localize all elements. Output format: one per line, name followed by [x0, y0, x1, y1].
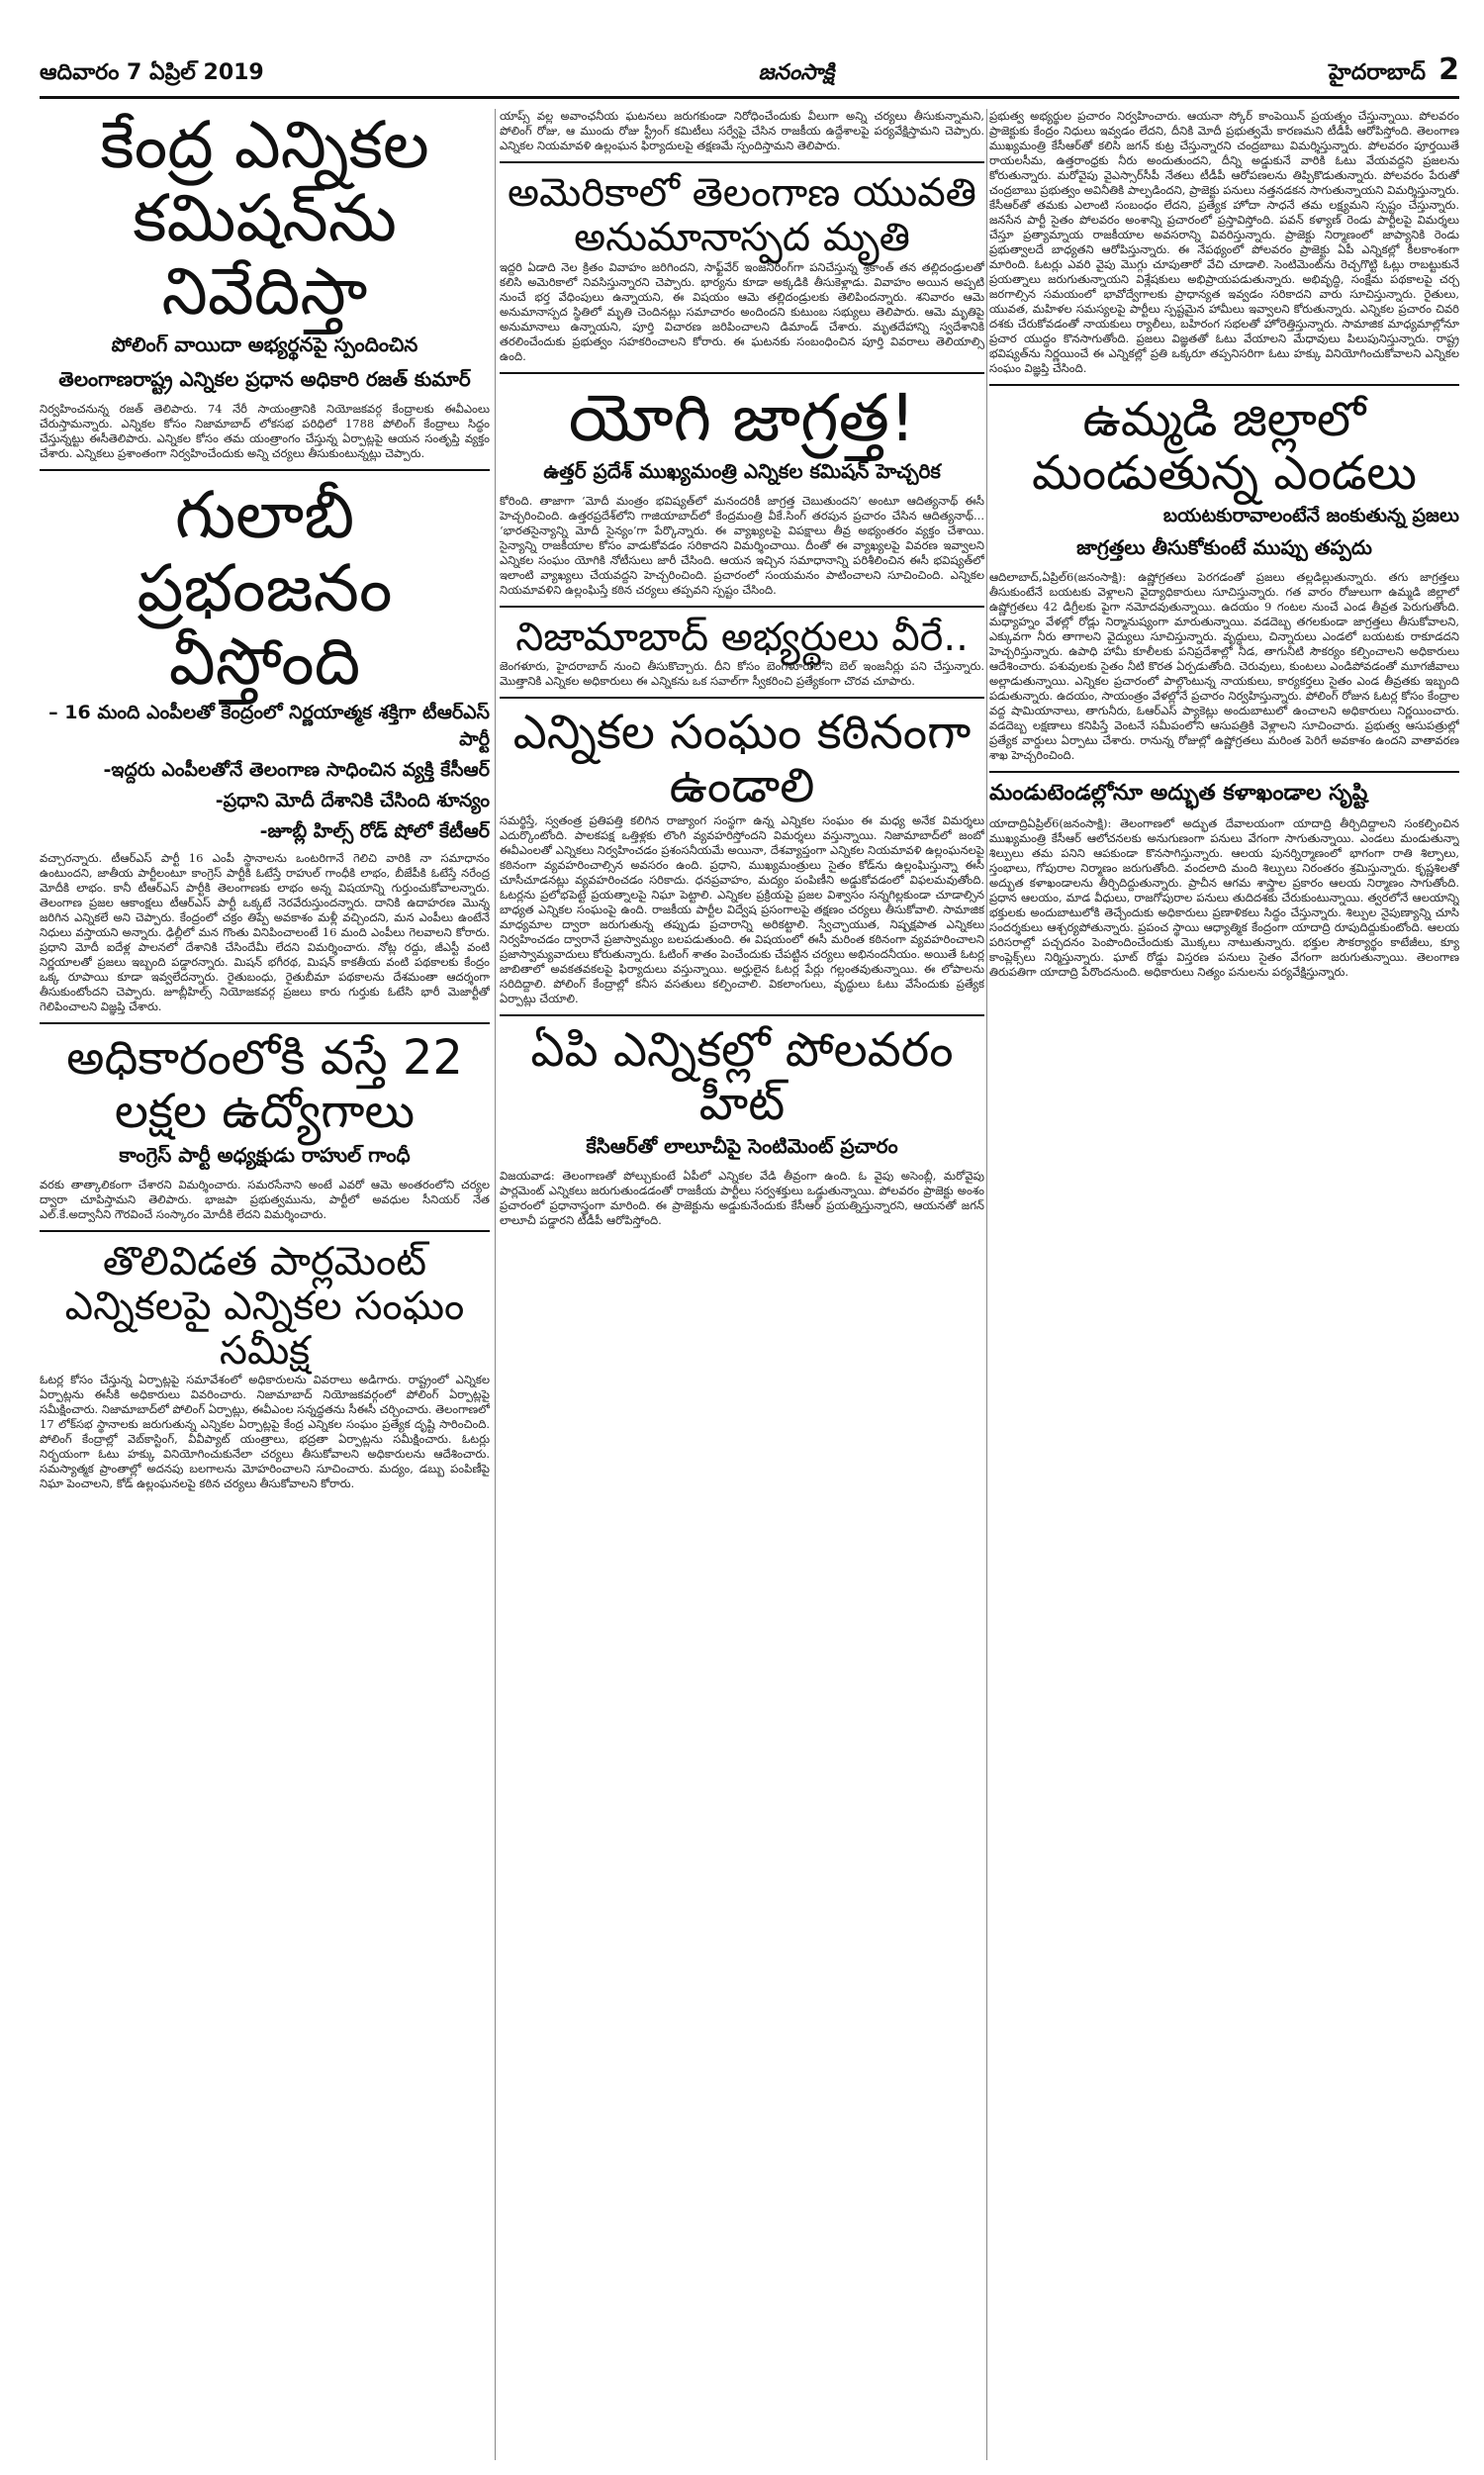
column-middle — [500, 109, 984, 2464]
article-body: కోరింది. తాజాగా ‘మోదీ మంత్రం భవిష్యత్‌లో మనందరికీ జాగ్రత్త చెబుతుందని’ అంటూ ఆదిత్యనాథ్‌ ఈసీ హెచ్చరించింది. ఉత్తరప్రదేశ్‌లోని గాజియాబాద్‌లో కేంద్రమంత్రి వీకే.సింగ్‌ తరపున ప్రచారం చేసిన ఆదిత్యనాథ్‌... ‘భారతసైన్యాన్ని మోదీ సైన్యం’గా పేర్కొన్నారు. ఈ వ్యాఖ్యలపై విపక్షాలు తీవ్ర అభ్యంతరం వ్యక్తం చేశాయి. సైన్యాన్ని రాజకీయాల కోసం వాడుకోవడం సరికాదని విమర్శించాయి. దీంతో ఈ వ్యాఖ్యలపై వివరణ ఇవ్వాలని ఎన్నికల సంఘం యోగికి నోటీసులు జారీ చేసింది. ఆయన ఇచ్చిన సమాధానాన్ని పరిశీలించిన ఈసీ భవిష్యత్‌లో ఇలాంటి వ్యాఖ్యలు చేయవద్దని హెచ్చరించింది. ప్రచారంలో సంయమనం పాటించాలని సూచించింది. ఎన్నికల నియమావళిని ఉల్లంఘిస్తే కఠిన చర్యలు తప్పవని స్పష్టం చేసింది. — [500, 493, 984, 597]
headline: గులాబీ ప్రభంజనం వీస్తోంది — [137, 476, 393, 700]
article-body: ఓటర్ల కోసం చేస్తున్న ఏర్పాట్లపై సమావేశంలో అధికారులను వివరాలు అడిగారు. రాష్ట్రంలో ఎన్నికల ఏర్పాట్లను ఈసీకి అధికారులు వివరించారు. నిజామాబాద్‌ నియోజకవర్గంలో పోలింగ్‌ ఏర్పాట్లపై సమీక్షించారు. నిజామాబాద్‌లో పోలింగ్‌ ఏర్పాట్లు, ఈవీఎంల సన్నద్ధతను సీఈసీ చర్చించారు. తెలంగాణలో 17 లోక్‌సభ స్థానాలకు జరుగుతున్న ఎన్నికల ఏర్పాట్లపై కేంద్ర ఎన్నికల సంఘం ప్రత్యేక దృష్టి సారించింది. పోలింగ్‌ కేంద్రాల్లో వెబ్‌కాస్టింగ్‌, వీవీప్యాట్‌ యంత్రాలు, భద్రతా ఏర్పాట్లను సమీక్షించారు. ఓటర్లు నిర్భయంగా ఓటు హక్కు వినియోగించుకునేలా చర్యలు తీసుకోవాలని అధికారులను ఆదేశించారు. సమస్యాత్మక ప్రాంతాల్లో అదనపు బలగాలను మోహరించాలని సూచించారు. మద్యం, డబ్బు పంపిణీపై నిఘా పెంచాలని, కోడ్‌ ఉల్లంఘనలపై కఠిన చర్యలు తీసుకోవాలని కోరారు. — [40, 1373, 490, 1491]
divider — [500, 161, 984, 163]
article-yadadri — [989, 781, 1459, 980]
article-body: యాప్స్‌ వల్ల అవాంఛనీయ ఘటనలు జరుగకుండా నిరోధించేందుకు వీలుగా అన్ని చర్యలు తీసుకున్నామని, పోలింగ్‌ రోజు, ఆ ముందు రోజు స్ట్రీంగ్‌ కమిటీలు సర్వేపై చేసిన రాజకీయ ఉద్దేశాలపై పర్యవేక్షిస్తామని చెప్పారు. ఎన్నికల నియమావళి ఉల్లంఘన ఫిర్యాదులపై తక్షణమే స్పందిస్తామని తెలిపారు. — [500, 109, 984, 152]
article-ec-report — [40, 109, 490, 461]
article-body: వచ్చారన్నారు. టీఆర్‌ఎస్‌ పార్టీ 16 ఎంపీ స్థానాలను ఒంటరిగానే గెలిచి వారికి నా సమాధానం ఉంటుందని, జాతీయ పార్టీలంటూ కాంగ్రెస్‌ పార్టీకి ఓటేస్తే రాహుల్‌ గాంధీకి లాభం, బీజేపీకి ఓటేస్తే నరేంద్ర మోదీకి లాభం. కానీ టీఆర్‌ఎస్‌ పార్టీకి తెలంగాణకు లాభం అన్న విషయాన్ని గుర్తుంచుకోవాలన్నారు. తెలంగాణ ప్రజల ఆకాంక్షలు టీఆర్‌ఎస్‌ పార్టీ ఒక్కటే నెరవేరుస్తుందన్నారు. దానికి ఉదాహరణ మొన్న జరిగిన ఎన్నికలే అని చెప్పారు. కేంద్రంలో చక్రం తిప్పే అవకాశం మళ్లీ వచ్చిందని, మన ఎంపీలు ఉంటేనే నిధులు వస్తాయని అన్నారు. ఢిల్లీలో మన గొంతు వినిపించాలంటే 16 మంది ఎంపీలు గెలవాలని కోరారు. ప్రధాని మోదీ ఐదేళ్ల పాలనలో దేశానికి చేసిందేమీ లేదని విమర్శించారు. నోట్ల రద్దు, జీఎస్టీ వంటి నిర్ణయాలతో ప్రజలు ఇబ్బంది పడ్డారన్నారు. మిషన్‌ భగీరథ, మిషన్‌ కాకతీయ వంటి పథకాలకు కేంద్రం ఒక్క రూపాయి కూడా ఇవ్వలేదన్నారు. రైతుబంధు, రైతుబీమా పథకాలను దేశమంతా ఆదర్శంగా తీసుకుంటోందని చెప్పారు. జూబ్లీహిల్స్‌ నియోజకవర్గ ప్రజలు కారు గుర్తుకు ఓటేసి భారీ మెజార్టీతో గెలిపించాలని విజ్ఞప్తి చేశారు. — [40, 851, 490, 1014]
headline: అధికారంలోకి వస్తే 22 లక్షల ఉద్యోగాలు — [66, 1030, 463, 1140]
article-heat — [989, 394, 1459, 763]
article-body: ఇద్దరి ఏడాది నెల క్రితం వివాహం జరిగిందని, సాఫ్ట్‌వేర్‌ ఇంజనీరింగ్‌గా పనిచేస్తున్న శ్రీకాంత్‌ తన తల్లిదండ్రులతో కలిసి అమెరికాలో నివసిస్తున్నారని చెప్పారు. భార్యను కూడా అక్కడికి తీసుకెళ్లాడు. వివాహం అయిన అప్పటి నుంచే భర్త వేధింపులు ఉన్నాయని, ఈ విషయం ఆమె తల్లిదండ్రులకు తెలిపిందన్నారు. శనివారం ఆమె అనుమానాస్పద స్థితిలో మృతి చెందినట్లు సమాచారం అందిందని కుటుంబ సభ్యులు తెలిపారు. ఆమె మృతిపై అనుమానాలు ఉన్నాయని, పూర్తి విచారణ జరిపించాలని డిమాండ్‌ చేశారు. మృతదేహాన్ని స్వదేశానికి తరలించేందుకు ప్రభుత్వం సహకరించాలని కోరారు. ఈ ఘటనకు సంబంధించిన పూర్తి వివరాలు తెలియాల్సి ఉంది. — [500, 259, 984, 363]
article-body: విజయవాడ: తెలంగాణతో పోల్చుకుంటే ఏపీలో ఎన్నికల వేడి తీవ్రంగా ఉంది. ఓ వైపు అసెంబ్లీ, మరోవైపు పార్లమెంట్‌ ఎన్నికలు జరుగుతుండడంతో రాజకీయ పార్టీలు సర్వశక్తులు ఒడ్డుతున్నాయి. పోలవరం ప్రాజెక్టు అంశం ప్రచారంలో ప్రధానాస్త్రంగా మారింది. ఈ ప్రాజెక్టును అడ్డుకునేందుకు కేసీఆర్‌ ప్రయత్నిస్తున్నారని, ఆయనతో జగన్‌ లాలూచీ పడ్డారని టీడీపీ ఆరోపిస్తోంది. — [500, 1169, 984, 1228]
subheadline: -ఇద్దరు ఎంపీలతోనే తెలంగాణ సాధించిన వ్యక్తి కేసీఆర్‌ — [103, 759, 490, 782]
article-ec-review — [40, 1240, 490, 1491]
page-number: 2 — [1438, 52, 1459, 87]
article-body: నిర్వహించనున్న రజత్‌ తెలిపారు. 74 నేరీ సాయంత్రానికి నియోజకవర్గ కేంద్రాలకు ఈవీఎంలు చేరుస్తామన్నారు. ఎన్నికల కోసం నిజామాబాద్‌ లోకసభ పరిధిలో 1788 పోలింగ్‌ కేంద్రాలు సిద్ధం చేస్తున్నట్టు ఈసీతెలిపారు. ఎన్నికల కోసం తమ యంత్రాంగం చేస్తున్న ఏర్పాట్లపై ఆయన సంతృప్తి వ్యక్తం చేశారు. ఎన్నికలు ప్రశాంతంగా నిర్వహించేందుకు అన్ని చర్యలు తీసుకుంటున్నట్లు చెప్పారు. — [40, 401, 490, 460]
column-divider — [495, 109, 496, 2460]
headline: ఏపి ఎన్నికల్లో పోలవరం హీట్‌ — [530, 1021, 954, 1131]
header-date: ఆదివారం 7 ఏప్రిల్ 2019 — [40, 60, 264, 85]
article-yogi — [500, 379, 984, 598]
article-body: ఆదిలాబాద్‌,ఏప్రిల్‌6(జ‌నంసాక్షి): ఉష్ణోగ్రతలు పెరగడంతో ప్రజలు తల్లడిల్లుతున్నారు. తగు జాగ్రత్తలు తీసుకుంటేనే బయటకు వెళ్లాలని వైద్యాధికారులు సూచిస్తున్నారు. గత వారం రోజులుగా ఉమ్మడి జిల్లాలో ఉష్ణోగ్రతలు 42 డిగ్రీలకు పైగా నమోదవుతున్నాయి. ఉదయం 9 గంటల నుంచే ఎండ తీవ్రత పెరుగుతోంది. మధ్యాహ్నం వేళల్లో రోడ్లు నిర్మానుష్యంగా మారుతున్నాయి. వడదెబ్బ తగలకుండా జాగ్రత్తలు తీసుకోవాలని, ఎక్కువగా నీరు తాగాలని వైద్యులు సూచిస్తున్నారు. వృద్ధులు, చిన్నారులు ఎండలో బయటకు రాకూడదని హెచ్చరిస్తున్నారు. ఉపాధి హామీ కూలీలకు పనిప్రదేశాల్లో నీడ, తాగునీటి సౌకర్యం కల్పించాలని అధికారులు ఆదేశించారు. పశువులకు సైతం నీటి కొరత ఏర్పడుతోంది. చెరువులు, కుంటలు ఎండిపోవడంతో మూగజీవాలు అల్లాడుతున్నాయి. ఎన్నికల ప్రచారంలో పాల్గొంటున్న నాయకులు, కార్యకర్తలు సైతం ఎండ తీవ్రతకు ఇబ్బంది పడుతున్నారు. ఉదయం, సాయంత్రం వేళల్లోనే ప్రచారం నిర్వహిస్తున్నారు. పోలింగ్‌ రోజున ఓటర్ల కోసం కేంద్రాల వద్ద షామియానాలు, తాగునీరు, ఓఆర్‌ఎస్‌ ప్యాకెట్లు అందుబాటులో ఉంచాలని అధికారులు నిర్ణయించారు. వడదెబ్బ లక్షణాలు కనిపిస్తే వెంటనే సమీపంలోని ఆసుపత్రికి వెళ్లాలని సూచించారు. ప్రభుత్వ ఆసుపత్రుల్లో ప్రత్యేక వార్డులు ఏర్పాటు చేశారు. రానున్న రోజుల్లో ఉష్ణోగ్రతలు మరింత పెరిగే అవకాశం ఉందని వాతావరణ శాఖ హెచ్చరించింది. — [989, 569, 1459, 762]
subheadline: తెలంగాణరాష్ట్ర ఎన్నికల ప్రధాన అధికారి రజత్‌ కుమార్‌ — [58, 366, 471, 391]
subheadline: కాంగ్రెస్‌ పార్టీ అధ్యక్షుడు రాహుల్‌ గాంధీ — [119, 1142, 411, 1167]
subheadline: జాగ్రత్తలు తీసుకోకుంటే ముప్పు తప్పదు — [1076, 534, 1372, 559]
divider — [500, 372, 984, 374]
article-polavaram — [500, 1021, 984, 1229]
column-right — [989, 109, 1459, 2464]
divider — [40, 1230, 490, 1232]
headline: ఉమ్మడి జిల్లాలో మండుతున్న ఎండలు — [1031, 392, 1418, 501]
divider — [500, 1014, 984, 1016]
subheadline: ఉత్తర్‌ ప్రదేశ్‌ ముఖ్యమంత్రి ఎన్నికల కమిషన్‌ హెచ్చరిక — [543, 458, 941, 483]
article-jobs — [40, 1032, 490, 1222]
article-ec-strict — [500, 707, 984, 1006]
headline: కేంద్ర ఎన్నికల కమిషన్‌ను నివేదిస్తా — [100, 109, 429, 330]
subheadline: కేసిఆర్‌తో లాలూచీపై సెంటిమెంట్‌ ప్రచారం — [586, 1134, 898, 1159]
masthead-logo: జనంసాక్షి — [758, 60, 835, 85]
header-right — [1329, 52, 1459, 90]
headline: అమెరికాలో తెలంగాణ యువతి అనుమానాస్పద మృతి — [508, 170, 976, 260]
headline: ఎన్నికల సంఘం కఠినంగా ఉండాలి — [512, 705, 972, 814]
article-body: సమర్థిస్తే, స్వతంత్ర ప్రతిపత్తి కలిగిన రాజ్యాంగ సంస్థగా ఉన్న ఎన్నికల సంఘం ఈ మధ్య అనేక విమర్శలు ఎదుర్కొంటోంది. పాలకపక్ష ఒత్తిళ్లకు లొంగి వ్యవహరిస్తోందని విమర్శలు వస్తున్నాయి. నిజామాబాద్‌లో జంబో ఈవీఎంలతో ఎన్నికలు నిర్వహించడం ప్రశంసనీయమే అయినా, దేశవ్యాప్తంగా ఎన్నికల నియమావళి ఉల్లంఘనలపై కఠినంగా వ్యవహరించాల్సిన అవసరం ఉంది. ప్రధాని, ముఖ్యమంత్రులు సైతం కోడ్‌ను ఉల్లంఘిస్తున్నా ఈసీ చూసీచూడనట్లు వ్యవహరించడం సరికాదు. ధనప్రవాహం, మద్యం పంపిణీని అడ్డుకోవడంలో విఫలమవుతోంది. ఓటర్లను ప్రలోభపెట్టే ప్రయత్నాలపై నిఘా పెట్టాలి. ఎన్నికల ప్రక్రియపై ప్రజల విశ్వాసం సన్నగిల్లకుండా చూడాల్సిన బాధ్యత ఎన్నికల సంఘంపై ఉంది. రాజకీయ పార్టీల విద్వేష ప్రసంగాలపై తక్షణం చర్యలు తీసుకోవాలి. సామాజిక మాధ్యమాల ద్వారా జరుగుతున్న తప్పుడు ప్రచారాన్ని అరికట్టాలి. స్వేచ్ఛాయుత, నిష్పక్షపాత ఎన్నికలు నిర్వహించడం ద్వారానే ప్రజాస్వామ్యం బలపడుతుంది. ఈ విషయంలో ఈసీ మరింత కఠినంగా వ్యవహరించాలని ప్రజాస్వామ్యవాదులు కోరుతున్నారు. ఓటింగ్‌ శాతం పెంచేందుకు చేపట్టిన చర్యలు అభినందనీయం. అయితే ఓటర్ల జాబితాలో అవకతవకలపై ఫిర్యాదులు వస్తున్నాయి. అర్హులైన ఓటర్ల పేర్లు గల్లంతవుతున్నాయి. ఈ లోపాలను సరిదిద్దాలి. పోలింగ్‌ కేంద్రాల్లో కనీస వసతులు కల్పించాలి. వికలాంగులు, వృద్ధులు ఓటు వేసేందుకు ప్రత్యేక ఏర్పాట్లు చేయాలి. — [500, 812, 984, 1005]
headline: తొలివిడత పార్లమెంట్‌ ఎన్నికలపై ఎన్నికల సంఘం సమీక్ష — [64, 1238, 465, 1374]
headline: యోగి జాగ్రత్త! — [568, 379, 916, 456]
subheadline: -ప్రధాని మోదీ దేశానికి చేసింది శూన్యం — [215, 790, 490, 812]
article-body: యాదాద్రిఏప్రిల్‌6(జ‌నంసాక్షి): తెలంగాణలో అద్భుత దేవాలయంగా యాదాద్రి తీర్చిదిద్దాలని సంకల్పించిన ముఖ్యమంత్రి కేసీఆర్‌ ఆలోచనలకు అనుగుణంగా పనులు వేగంగా సాగుతున్నాయి. ఎండలు మండుతున్నా శిల్పులు తమ పనిని ఆపకుండా కొనసాగిస్తున్నారు. ఆలయ పునర్నిర్మాణంలో భాగంగా రాతి శిల్పాలు, స్తంభాలు, గోపురాల నిర్మాణం జరుగుతోంది. వందలాది మంది శిల్పులు నిరంతరం శ్రమిస్తున్నారు. కృష్ణశిలతో అద్భుత కళాఖండాలను తీర్చిదిద్దుతున్నారు. ప్రాచీన ఆగమ శాస్త్రాల ప్రకారం ఆలయ నిర్మాణం సాగుతోంది. ప్రధాన ఆలయం, మాడ వీధులు, రాజగోపురాల పనులు తుదిదశకు చేరుకుంటున్నాయి. త్వరలోనే ఆలయాన్ని భక్తులకు అందుబాటులోకి తెచ్చేందుకు అధికారులు ప్రణాళికలు సిద్ధం చేస్తున్నారు. శిల్పుల నైపుణ్యాన్ని చూసి సందర్శకులు ఆశ్చర్యపోతున్నారు. ప్రపంచ స్థాయి ఆధ్యాత్మిక కేంద్రంగా యాదాద్రి రూపుదిద్దుకుంటోంది. ఆలయ పరిసరాల్లో పచ్చదనం పెంపొందించేందుకు మొక్కలు నాటుతున్నారు. భక్తుల సౌకర్యార్థం కాటేజీలు, క్యూ కాంప్లెక్స్‌లు నిర్మిస్తున్నారు. ఘాట్‌ రోడ్డు విస్తరణ పనులు సైతం వేగంగా జరుగుతున్నాయి. తెలంగాణ తిరుపతిగా యాదాద్రి పేరొందనుంది. అధికారులు నిత్యం పనులను పర్యవేక్షిస్తున్నారు. — [989, 815, 1459, 979]
divider — [40, 1022, 490, 1024]
header-city: హైదరాబాద్ — [1329, 60, 1427, 85]
divider — [40, 469, 490, 471]
article-body: జెంగళూరు, హైదరాబాద్‌ నుంచి తీసుకొచ్చారు. దీని కోసం బెంగళూరులోని బెల్‌ ఇంజనీర్లు పని చేస్తున్నారు. మొత్తానికి ఎన్నికల అధికారులు ఈ ఎన్నికను ఒక సవాల్‌గా స్వీకరించి ప్రత్యేకంగా చొరవ చూపారు. — [500, 659, 984, 689]
divider — [989, 771, 1459, 773]
article-pink-wave — [40, 476, 490, 1015]
divider — [989, 384, 1459, 386]
article-body: ప్రభుత్వ అభ్యర్థుల ప్రచారం నిర్వహించారు. ఆయనా స్కోర్‌ కాంపెయిన్‌ ప్రయత్నం చేస్తున్నాయి. పోలవరం ప్రాజెక్టుకు కేంద్రం నిధులు ఇవ్వడం లేదని, దీనికి మోదీ ప్రభుత్వమే కారణమని టీడీపీ ఆరోపిస్తోంది. తెలంగాణ ముఖ్యమంత్రి కేసీఆర్‌తో కలిసి జగన్‌ కుట్ర చేస్తున్నారని చంద్రబాబు విమర్శిస్తున్నారు. పోలవరం పూర్తయితే రాయలసీమ, ఉత్తరాంధ్రకు నీరు అందుతుందని, దీన్ని అడ్డుకునే వారికి ఓటు వేయవద్దని ప్రజలను కోరుతున్నారు. మరోవైపు వైఎస్సార్‌సీపీ నేతలు టీడీపీ ఆరోపణలను తిప్పికొడుతున్నారు. పోలవరం పేరుతో చంద్రబాబు ప్రభుత్వం అవినీతికి పాల్పడిందని, ప్రాజెక్టు పనులు నత్తనడకన సాగుతున్నాయని విమర్శిస్తున్నారు. కేసీఆర్‌తో తమకు ఎలాంటి సంబంధం లేదని, ప్రత్యేక హోదా సాధనే తమ లక్ష్యమని స్పష్టం చేస్తున్నారు. జనసేన పార్టీ సైతం పోలవరం అంశాన్ని ప్రచారంలో ప్రస్తావిస్తోంది. పవన్‌ కళ్యాణ్‌ రెండు పార్టీలపై విమర్శలు చేస్తూ ప్రత్యామ్నాయ రాజకీయాల అవసరాన్ని వివరిస్తున్నారు. ప్రాజెక్టు నిర్మాణంలో జాప్యానికి రెండు ప్రభుత్వాలదే బాధ్యతని ఆరోపిస్తున్నారు. ఈ నేపథ్యంలో పోలవరం ప్రాజెక్టు ఏపీ ఎన్నికల్లో కీలకాంశంగా మారింది. ఓటర్లు ఎవరి వైపు మొగ్గు చూపుతారో వేచి చూడాలి. సెంటిమెంట్‌ను రెచ్చగొట్టి ఓట్లు రాబట్టుకునే ప్రయత్నాలు జరుగుతున్నాయని విశ్లేషకులు అభిప్రాయపడుతున్నారు. అభివృద్ధి, సంక్షేమ పథకాలపై చర్చ జరగాల్సిన సమయంలో భావోద్వేగాలకు ప్రాధాన్యత ఇవ్వడం సరికాదని వారు సూచిస్తున్నారు. రైతులు, యువత, మహిళల సమస్యలపై పార్టీలు స్పష్టమైన హామీలు ఇవ్వాలని కోరుతున్నారు. ఎన్నికల ప్రచారం చివరి దశకు చేరుకోవడంతో నాయకులు ర్యాలీలు, బహిరంగ సభలతో హోరెత్తిస్తున్నారు. సామాజిక మాధ్యమాల్లోనూ ప్రచార యుద్ధం కొనసాగుతోంది. ప్రజలు విజ్ఞతతో ఓటు వేయాలని మేధావులు పిలుపునిస్తున్నారు. రాష్ట్ర భవిష్యత్‌ను నిర్ణయించే ఈ ఎన్నికల్లో ప్రతి ఒక్కరూ తప్పనిసరిగా ఓటు హక్కు వినియోగించుకోవాలని ఎన్నికల సంఘం విజ్ఞప్తి చేసింది. — [989, 109, 1459, 375]
column-divider — [986, 109, 987, 2460]
column-left — [40, 109, 490, 2464]
subheadline: – 16 మంది ఎంపీలతో కేంద్రంలో నిర్ణయాత్మక శక్తిగా టీఆర్‌ఎస్‌ పార్టీ — [48, 702, 490, 751]
divider — [500, 697, 984, 699]
article-nizamabad — [500, 616, 984, 690]
headline: నిజామాబాద్‌ అభ్యర్థులు వీరే.. — [515, 614, 969, 660]
subheadline: -జూబ్లీ హిల్స్‌ రోడ్‌ షోలో కేటీఆర్‌ — [259, 820, 490, 843]
article-us-death — [500, 171, 984, 364]
headline: మండుటెండల్లోనూ అద్భుత కళాఖండాల సృష్టి — [989, 780, 1368, 806]
subheadline: పోలింగ్‌ వాయిదా అభ్యర్థనపై స్పందించిన — [111, 332, 418, 356]
page-header — [40, 52, 1459, 99]
subheadline: బయటకురావాలంటేనే జంకుతున్న ప్రజలు — [1162, 504, 1459, 526]
article-body: వరకు తాత్కాలికంగా చేశారని విమర్శించారు. సమరసేనాని అంటే ఎవరో ఆమె అంతరంలోని చర్యల ద్వారా చూపిస్తామని తెలిపారు. భాజపా ప్రభుత్వమును, పార్టీలో అవధుల సీనియర్‌ నేత ఎల్‌.కే.అద్వానీని గౌరవించే సంస్కారం మోదీకి లేదని విమర్శించారు. — [40, 1177, 490, 1221]
divider — [500, 606, 984, 608]
